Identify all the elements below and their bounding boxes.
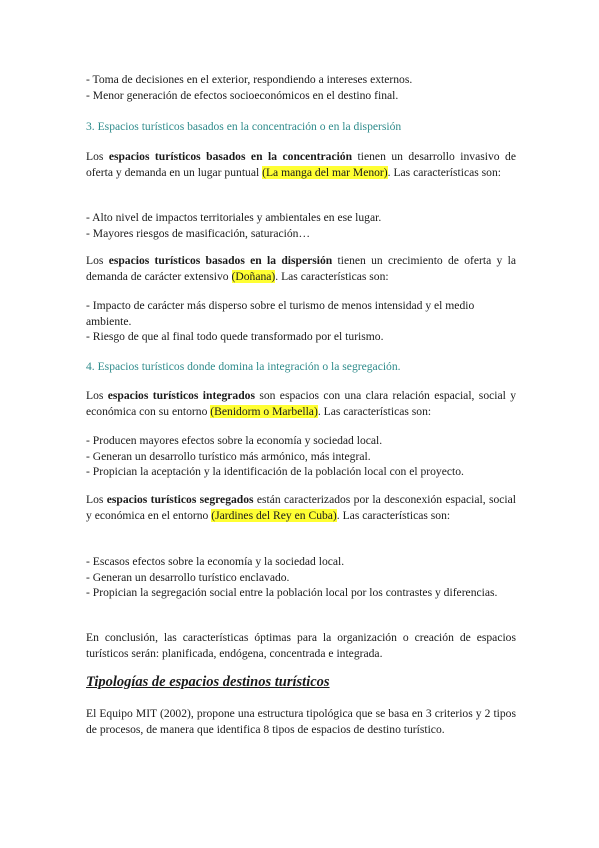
list-item: - Propician la segregación social entre la población local por los contrastes y diferencias. xyxy=(86,586,498,600)
bullet-list-segregados xyxy=(86,554,516,601)
list-item: - Alto nivel de impactos territoriales y ambientales en ese lugar. xyxy=(86,211,382,224)
list-item: - Escasos efectos sobre la economía y la sociedad local. xyxy=(86,555,345,568)
bold-term: espacios turísticos basados en la dispersión xyxy=(108,254,333,267)
highlighted-example: (La manga del mar Menor) xyxy=(262,165,388,179)
text-span: . Las características son: xyxy=(317,404,432,418)
text-span: Los xyxy=(86,389,108,402)
highlighted-example: (Benidorm o Marbella) xyxy=(210,404,318,418)
list-item: - Riesgo de que al final todo quede transformado por el turismo. xyxy=(86,330,384,344)
bullet-list-concentracion xyxy=(86,210,516,241)
bullet-list-dispersion xyxy=(86,298,516,345)
text-span: tienen un desarrollo invasivo de oferta y demanda en un lugar puntual xyxy=(86,150,516,179)
section-heading-4: 4. Espacios turísticos donde domina la integración o la segregación. xyxy=(86,360,401,373)
list-item: - Generan un desarrollo turístico más armónico, más integral. xyxy=(86,449,371,463)
bullet-list-integrados xyxy=(86,433,516,480)
bold-term: espacios turísticos integrados xyxy=(107,389,255,402)
paragraph-segregados xyxy=(86,492,516,523)
bullet-list-decisiones xyxy=(86,72,516,103)
paragraph-equipo-mit: El Equipo MIT (2002), propone una estructura tipológica que se basa en 3 criterios y 2 tipos de procesos, de manera que identifica 8 tipos de espacios de destino turístico. xyxy=(86,707,516,736)
text-span: . Las características son: xyxy=(275,269,389,283)
bold-term: espacios turísticos segregados xyxy=(106,493,254,506)
highlighted-example: (Doñana) xyxy=(231,269,276,283)
list-item: - Producen mayores efectos sobre la economía y sociedad local. xyxy=(86,434,383,447)
text-span: Los xyxy=(86,150,109,163)
list-item: - Toma de decisiones en el exterior, respondiendo a intereses externos. xyxy=(86,73,413,86)
list-item: - Menor generación de efectos socioeconómicos en el destino final. xyxy=(86,88,399,102)
text-span: están caracterizados por la desconexión espacial, social y económica en el entorno xyxy=(86,493,516,522)
subsection-heading: Tipologías de espacios destinos turísticos xyxy=(86,674,330,690)
paragraph-dispersion xyxy=(86,253,516,284)
highlighted-example: (Jardines del Rey en Cuba) xyxy=(211,508,337,522)
list-item: - Impacto de carácter más disperso sobre el turismo de menos intensidad y el medio ambiente. xyxy=(86,299,475,328)
list-item: - Mayores riesgos de masificación, saturación… xyxy=(86,226,311,240)
text-span: son espacios con una clara relación espacial, social y económica con su entorno xyxy=(86,389,517,418)
text-span: Los xyxy=(86,254,109,267)
paragraph-concentracion xyxy=(86,149,516,180)
text-span: Los xyxy=(86,493,107,506)
bold-term: espacios turísticos basados en la concentración xyxy=(108,150,353,163)
text-span: tienen un crecimiento de oferta y la demanda de carácter extensivo xyxy=(86,254,516,283)
paragraph-integrados xyxy=(86,388,516,419)
list-item: - Propician la aceptación y la identificación de la población local con el proyecto. xyxy=(86,465,464,479)
text-span: . Las características son: xyxy=(336,508,451,522)
text-span: . Las características son: xyxy=(387,165,501,179)
list-item: - Generan un desarrollo turístico enclavado. xyxy=(86,570,290,584)
paragraph-conclusion: En conclusión, las características óptimas para la organización o creación de espacios turísticos serán: planificada, endógena, concentrada e integrada. xyxy=(86,631,516,660)
section-heading-3: 3. Espacios turísticos basados en la concentración o en la dispersión xyxy=(86,120,402,133)
